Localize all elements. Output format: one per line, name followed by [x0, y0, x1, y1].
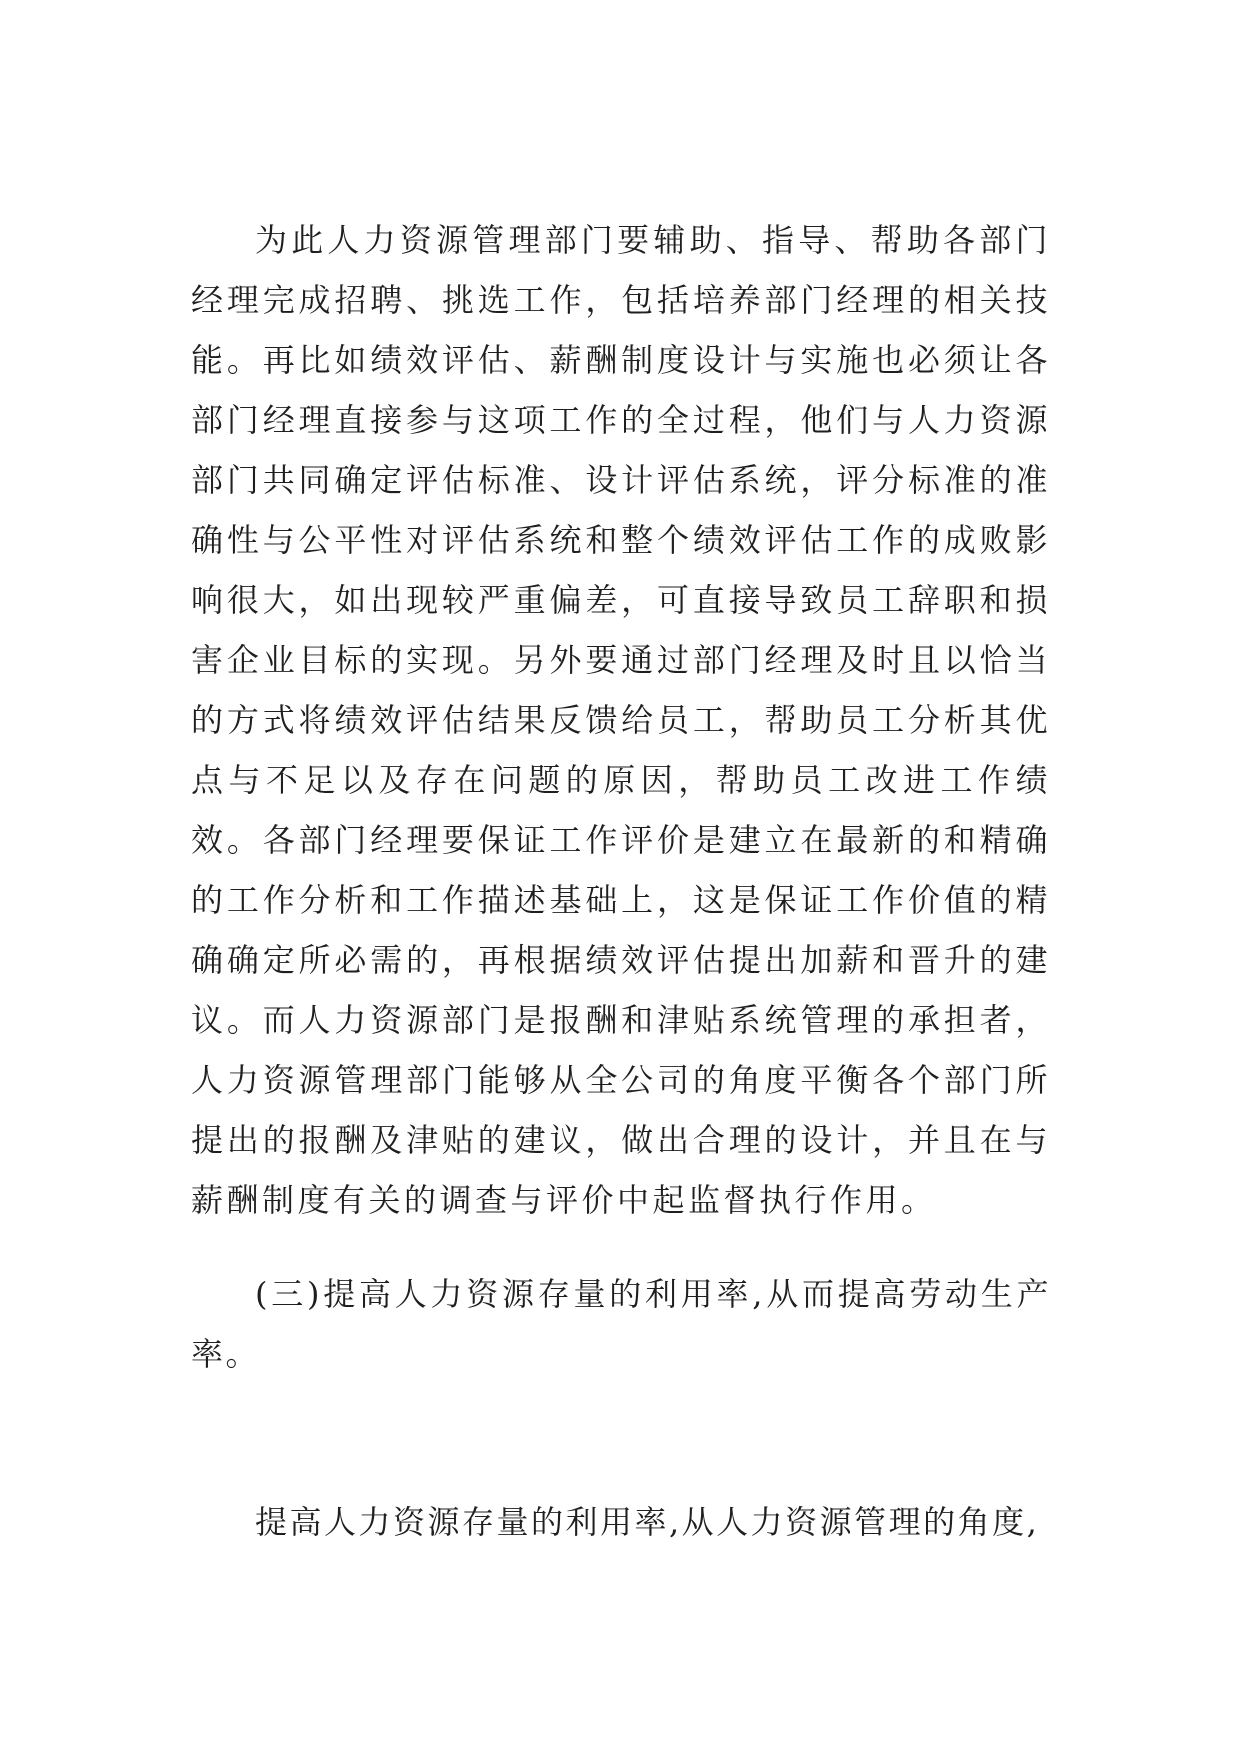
section-heading: (三)提高人力资源存量的利用率,从而提高劳动生产率。 — [191, 1275, 1051, 1373]
body-paragraph: 提高人力资源存量的利用率,从人力资源管理的角度, — [255, 1503, 1040, 1541]
body-paragraph: 为此人力资源管理部门要辅助、指导、帮助各部门经理完成招聘、挑选工作，包括培养部门经理的相关技能。再比如绩效评估、薪酬制度设计与实施也必须让各部门经理直接参与这项工作的全过程，他们与人力资源部门共同确定评估标准、设计评估系统，评分标准的准确性与公平性对评估系统和整个绩效评估工作的成败影响很大，如出现较严重偏差，可直接导致员工辞职和损害企业目标的实现。另外要通过部门经理及时且以恰当的方式将绩效评估结果反馈给员工，帮助员工分析其优点与不足以及存在问题的原因，帮助员工改进工作绩效。各部门经理要保证工作评价是建立在最新的和精确的工作分析和工作描述基础上，这是保证工作价值的精确确定所必需的，再根据绩效评估提出加薪和晋升的建议。而人力资源部门是报酬和津贴系统管理的承担者，人力资源管理部门能够从全公司的角度平衡各个部门所提出的报酬及津贴的建议，做出合理的设计，并且在与薪酬制度有关的调查与评价中起监督执行作用。 — [191, 221, 1051, 1219]
